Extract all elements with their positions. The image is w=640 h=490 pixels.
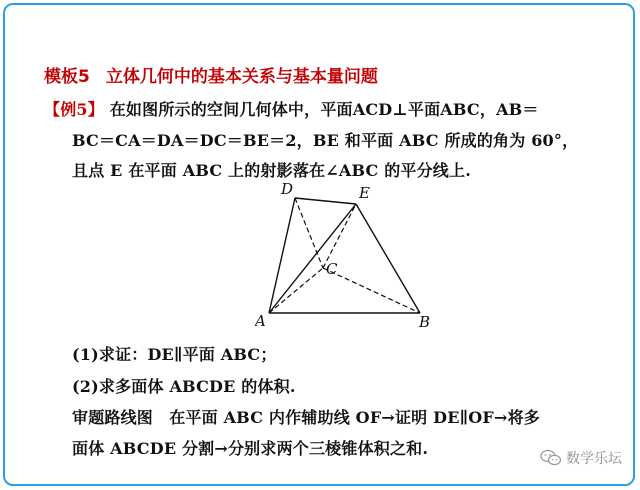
- question-2: (2)求多面体 ABCDE 的体积.: [72, 377, 296, 396]
- edge-ce: [323, 204, 356, 268]
- template-label: 模板5: [44, 67, 90, 87]
- problem-line-2: BC＝CA＝DA＝DC＝BE＝2，BE 和平面 ABC 所成的角为 60°，: [72, 131, 579, 150]
- template-title: [44, 62, 378, 87]
- example-tag: 【例5】: [44, 100, 104, 119]
- label-a: A: [255, 312, 266, 328]
- label-d: D: [281, 180, 294, 198]
- watermark-text: 数学乐坛: [566, 451, 622, 467]
- label-c: C: [326, 260, 338, 278]
- edge-be: [356, 204, 420, 313]
- problem-line-1: [44, 97, 539, 120]
- edge-dc: [295, 198, 323, 268]
- analysis-line-2: 面体 ABCDE 分割→分别求两个三棱锥体积之和.: [72, 439, 429, 458]
- wechat-icon: [540, 449, 562, 467]
- edge-ae: [269, 204, 356, 313]
- edge-cb: [323, 268, 420, 313]
- geometry-figure: [255, 178, 445, 328]
- analysis-line-1: 审题路线图 在平面 ABC 内作辅助线 OF→证明 DE∥OF→将多: [72, 408, 540, 427]
- watermark: [540, 448, 622, 468]
- edge-de: [295, 198, 356, 204]
- question-1: (1)求证：DE∥平面 ABC；: [72, 345, 277, 364]
- problem-text-1: 在如图所示的空间几何体中，平面ACD⊥平面ABC，AB＝: [109, 100, 539, 119]
- problem-line-3: 且点 E 在平面 ABC 上的射影落在∠ABC 的平分线上.: [72, 161, 471, 180]
- label-e: E: [359, 184, 370, 202]
- label-b: B: [419, 313, 431, 328]
- template-title-text: 立体几何中的基本关系与基本量问题: [105, 67, 378, 87]
